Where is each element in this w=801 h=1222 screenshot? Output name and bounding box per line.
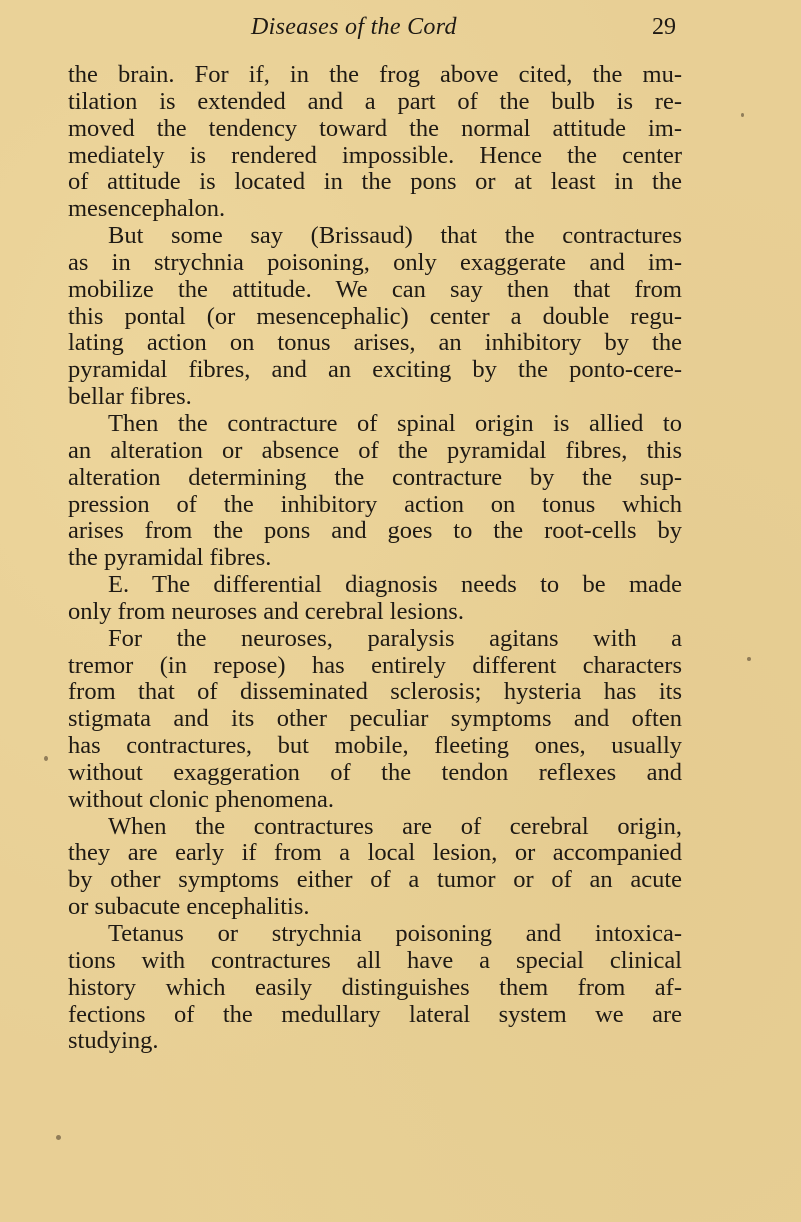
text-line: mediately is rendered impossible. Hence the center [68,141,682,169]
text-line: pression of the inhibitory action on tonus which [68,490,682,518]
paragraph [68,626,682,814]
text-line: studying. [68,1027,159,1055]
text-line: an alteration or absence of the pyramidal fibres, this [68,436,682,464]
paper-speck [741,113,744,117]
paper-speck [44,756,48,761]
paper-speck [747,657,751,661]
text-line: fections of the medullary lateral system we are [68,1000,682,1028]
text-line: this pontal (or mesencephalic) center a double regu- [68,302,682,330]
paragraph [68,921,682,1055]
text-line: only from neuroses and cerebral lesions. [68,597,464,625]
running-head [0,14,801,54]
text-line: mesencephalon. [68,195,226,223]
running-title: Diseases of the Cord [251,14,457,40]
text-line: or subacute encephalitis. [68,893,310,921]
text-line: Tetanus or strychnia poisoning and intoxica- [108,920,682,947]
text-line: For the neuroses, paralysis agitans with a [108,624,682,652]
text-line: without exaggeration of the tendon reflexes and [68,758,682,786]
text-line: they are early if from a local lesion, or accompanied [68,839,682,867]
text-line: of attitude is located in the pons or at least in the [68,168,682,196]
paragraph [68,572,682,626]
text-line: bellar fibres. [68,383,192,411]
text-line: from that of disseminated sclerosis; hysteria has its [68,678,682,706]
body-text [68,62,682,1055]
text-line: as in strychnia poisoning, only exaggerate and im- [68,248,682,276]
text-line: tremor (in repose) has entirely different characters [68,651,682,679]
text-line: tilation is extended and a part of the bulb is re- [68,87,682,115]
paragraph [68,62,682,223]
text-line: the pyramidal fibres. [68,544,272,572]
text-line: stigmata and its other peculiar symptoms and often [68,705,682,733]
text-line: alteration determining the contracture by the sup- [68,463,682,491]
paper-speck [56,1135,61,1140]
text-line: When the contractures are of cerebral origin, [108,812,682,840]
page-number: 29 [652,14,676,40]
text-line: pyramidal fibres, and an exciting by the ponto-cere- [68,356,682,384]
text-line: lating action on tonus arises, an inhibitory by the [68,329,682,357]
text-line: moved the tendency toward the normal attitude im- [68,114,682,142]
text-line: by other symptoms either of a tumor or of an acute [68,866,682,894]
paragraph [68,814,682,921]
text-line: mobilize the attitude. We can say then that from [68,275,682,303]
text-line: E. The differential diagnosis needs to be made [108,571,682,599]
text-line: arises from the pons and goes to the root-cells by [68,517,682,545]
text-line: Then the contracture of spinal origin is allied to [108,409,682,437]
text-line: tions with contractures all have a special clinical [68,946,682,974]
text-line: history which easily distinguishes them from af- [68,973,682,1001]
paragraph [68,411,682,572]
text-line: the brain. For if, in the frog above cited, the mu- [68,61,682,88]
text-line: has contractures, but mobile, fleeting ones, usually [68,732,682,760]
paragraph [68,223,682,411]
text-line: But some say (Brissaud) that the contractures [108,222,682,250]
text-line: without clonic phenomena. [68,785,335,813]
